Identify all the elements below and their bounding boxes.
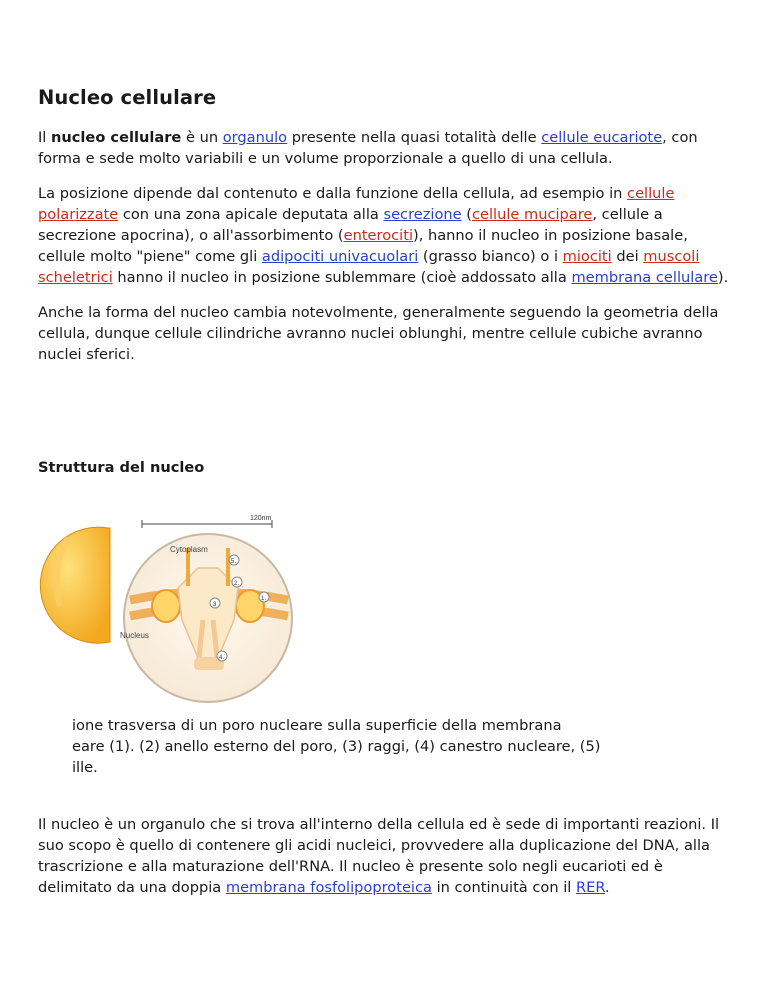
link-enterociti[interactable]: enterociti [343, 227, 414, 244]
nuclear-pore-diagram [38, 508, 298, 704]
figure-caption: ione trasversa di un poro nucleare sulla superficie della membrana eare (1). (2) anello esterno del poro, (3) raggi, (4) canestro nucleare, (5) ille. [72, 717, 601, 776]
link-membrana-fosfolipoproteica[interactable]: membrana fosfolipoproteica [225, 879, 432, 896]
link-rer[interactable]: RER [575, 879, 605, 896]
bold-term: nucleo cellulare [51, 129, 182, 146]
link-membrana-cellulare[interactable]: membrana cellulare [571, 269, 718, 286]
paragraph-function: Il nucleo è un organulo che si trova all'interno della cellula ed è sede di importanti reazioni. Il suo scopo è quello di contenere gli acidi nucleici, provvedere alla duplicazione del DNA, alla trascrizione e alla maturazione dell'RNA. Il nucleo è presente solo negli eucarioti ed è delimitato da una doppia membrana fosfolipoproteica in continuità con il RER. [38, 816, 720, 896]
link-adipociti-univacuolari[interactable]: adipociti univacuolari [261, 248, 419, 265]
marker-1: 1. [261, 596, 267, 602]
link-cellule-eucariote[interactable]: cellule eucariote [541, 129, 663, 146]
paragraph-position: La posizione dipende dal contenuto e dalla funzione della cellula, ad esempio in cellule polarizzate con una zona apicale deputata alla secrezione (cellule mucipare, cellule a secrezione apocrina), o all'assorbimento (enterociti), hanno il nucleo in posizione basale, cellule molto "piene" come gli adipociti univacuolari (grasso bianco) o i miociti dei muscoli scheletrici hanno il nucleo in posizione sublemmare (cioè addossato alla membrana cellulare). [38, 185, 729, 286]
nuclear-pore-figure [38, 508, 298, 704]
link-cellule-mucipare[interactable]: cellule mucipare [471, 206, 593, 223]
link-organulo[interactable]: organulo [222, 129, 288, 146]
link-secrezione[interactable]: secrezione [383, 206, 462, 223]
marker-5: 5. [231, 559, 237, 565]
paragraph-intro: Il nucleo cellulare è un organulo presente nella quasi totalità delle cellule eucariote, con forma e sede molto variabili e un volume proporzionale a quello di una cellula. [38, 129, 698, 167]
page-title: Nucleo cellulare [38, 86, 217, 109]
section-title: Struttura del nucleo [38, 459, 205, 476]
link-cellule-polarizzate[interactable]: cellule polarizzate [38, 185, 675, 223]
cytoplasm-label: Cytoplasm [170, 545, 208, 554]
marker-2: 2. [234, 581, 240, 587]
marker-3: 3 [213, 602, 217, 608]
link-miociti[interactable]: miociti [562, 248, 612, 265]
paragraph-function-container [38, 814, 730, 912]
cell-sphere [40, 527, 110, 643]
link-muscoli-scheletrici[interactable]: muscoli scheletrici [38, 248, 700, 286]
marker-4: 4. [219, 655, 225, 661]
document-body [38, 86, 730, 379]
nucleus-label: Nucleus [120, 631, 149, 640]
paragraph-shape: Anche la forma del nucleo cambia notevolmente, generalmente seguendo la geometria della cellula, dunque cellule cilindriche avranno nuclei oblunghi, mentre cellule cubiche avranno nuclei sferici. [38, 304, 719, 363]
scale-label: 120nm [250, 515, 272, 522]
